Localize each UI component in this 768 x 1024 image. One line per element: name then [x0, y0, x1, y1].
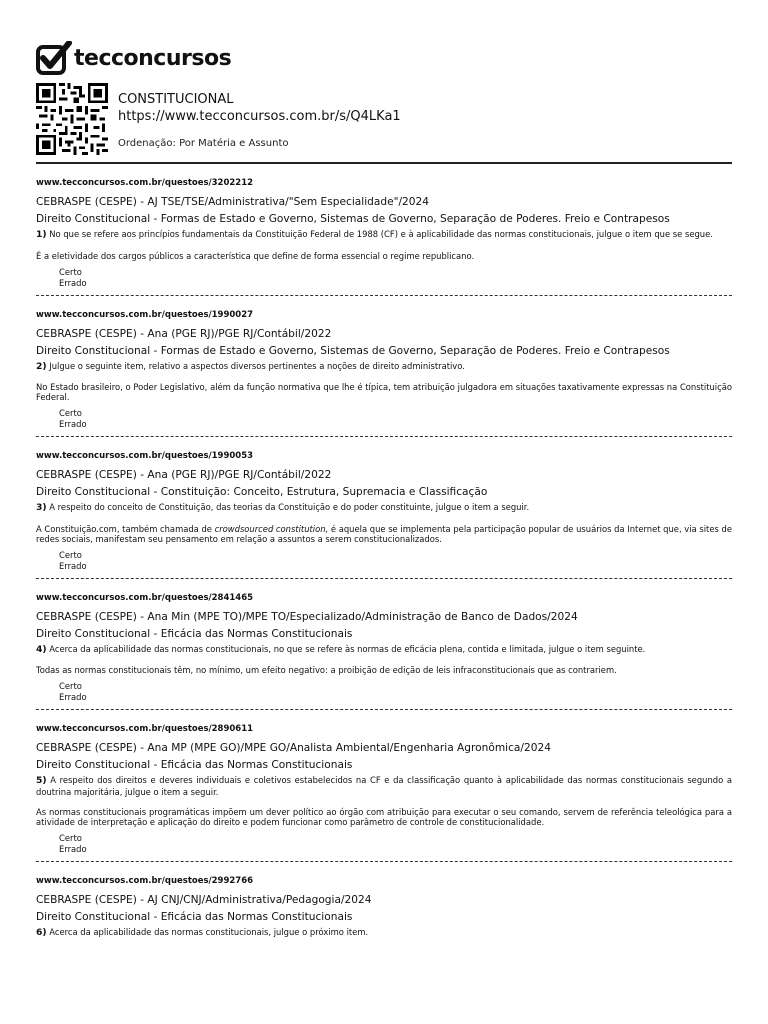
question-prompt	[36, 361, 732, 373]
question-separator	[36, 436, 732, 437]
question-link[interactable]: www.tecconcursos.com.br/questoes/2992766	[36, 876, 254, 886]
option-errado[interactable]: Errado	[59, 560, 87, 571]
statement-emphasis: crowdsourced constitution,	[214, 523, 329, 534]
question-prompt	[36, 229, 732, 241]
question-subject: Direito Constitucional - Eficácia das Normas Constitucionais	[36, 759, 353, 771]
ordering-label: Ordenação: Por Matéria e Assunto	[118, 138, 289, 149]
collection-url[interactable]: https://www.tecconcursos.com.br/s/Q4LKa1	[118, 109, 401, 124]
question-number: 3)	[36, 502, 47, 513]
statement-part: A Constituição.com, também chamada de	[36, 523, 215, 534]
option-certo[interactable]: Certo	[59, 833, 82, 843]
option-errado[interactable]: Errado	[59, 844, 87, 854]
question-4	[36, 593, 732, 711]
question-5	[36, 724, 732, 862]
answer-options	[59, 681, 732, 703]
question-statement: No Estado brasileiro, o Poder Legislativo, além da função normativa que lhe é típica, tem atribuição julgadora em situações taxativamente expressas na Constituição Federal.	[36, 382, 732, 402]
question-6	[36, 876, 732, 939]
question-prompt-text: A respeito do conceito de Constituição, das teorias da Constituição e do poder constituinte, julgue o item a seguir.	[49, 502, 530, 512]
checkmark-logo-icon	[36, 41, 72, 75]
question-subject: Direito Constitucional - Constituição: Conceito, Estrutura, Supremacia e Classificação	[36, 486, 488, 498]
question-link[interactable]: www.tecconcursos.com.br/questoes/1990053	[36, 451, 254, 461]
question-3	[36, 451, 732, 579]
question-subject: Direito Constitucional - Eficácia das Normas Constitucionais	[36, 627, 353, 640]
question-list	[36, 178, 732, 939]
question-link[interactable]: www.tecconcursos.com.br/questoes/2890611	[36, 724, 254, 734]
question-source: CEBRASPE (CESPE) - AJ CNJ/CNJ/Administrativa/Pedagogia/2024	[36, 894, 372, 906]
question-1	[36, 178, 732, 296]
option-errado[interactable]: Errado	[59, 419, 87, 429]
answer-options	[59, 833, 732, 855]
question-source: CEBRASPE (CESPE) - Ana MP (MPE GO)/MPE GO/Analista Ambiental/Engenharia Agronômica/2024	[36, 742, 551, 754]
question-source: CEBRASPE (CESPE) - Ana (PGE RJ)/PGE RJ/Contábil/2022	[36, 327, 332, 340]
question-separator	[36, 295, 732, 296]
question-statement: Todas as normas constitucionais têm, no mínimo, um efeito negativo: a proibição de edição de leis infraconstitucionais que as contrariem.	[36, 665, 617, 675]
question-separator	[36, 578, 732, 579]
brand-logo[interactable]	[36, 40, 231, 76]
answer-options	[59, 267, 732, 289]
question-link[interactable]: www.tecconcursos.com.br/questoes/2841465	[36, 592, 254, 603]
question-separator	[36, 861, 732, 862]
question-source: CEBRASPE (CESPE) - AJ TSE/TSE/Administrativa/"Sem Especialidade"/2024	[36, 196, 430, 208]
question-separator	[36, 709, 732, 710]
question-prompt-text: A respeito dos direitos e deveres individuais e coletivos estabelecidos na CF e da classificação quanto à aplicabilidade das normas constitucionais segundo a doutrina majoritária, julgue o item a seguir.	[36, 775, 732, 797]
question-number: 5)	[36, 775, 47, 786]
header-divider	[36, 162, 732, 164]
question-statement: É a eletividade dos cargos públicos a característica que define de forma essencial o regime republicano.	[36, 250, 475, 261]
brand-suffix: concursos	[110, 45, 232, 71]
question-statement: As normas constitucionais programáticas impõem um dever político ao órgão com atribuição para executar o seu comando, servem de referência teleológica para a atividade de interpretação e aplicação do direito e podem funcionar como parâmetro de controle de constitucionalidade.	[36, 807, 732, 827]
collection-title: CONSTITUCIONAL	[118, 92, 234, 107]
question-link[interactable]: www.tecconcursos.com.br/questoes/1990027	[36, 309, 254, 320]
option-certo[interactable]: Certo	[59, 408, 82, 418]
question-2	[36, 310, 732, 438]
question-number: 1)	[36, 229, 47, 240]
question-number: 2)	[36, 360, 47, 372]
question-prompt	[36, 927, 732, 939]
option-errado[interactable]: Errado	[59, 692, 87, 702]
option-certo[interactable]: Certo	[59, 549, 82, 560]
question-source: CEBRASPE (CESPE) - Ana Min (MPE TO)/MPE TO/Especializado/Administração de Banco de Dados/2024	[36, 610, 578, 623]
question-source: CEBRASPE (CESPE) - Ana (PGE RJ)/PGE RJ/Contábil/2022	[36, 469, 332, 481]
answer-options	[59, 550, 732, 572]
answer-options	[59, 408, 732, 430]
option-errado[interactable]: Errado	[59, 277, 87, 288]
brand-name	[74, 46, 231, 71]
question-number: 4)	[36, 643, 47, 655]
question-prompt-text: Acerca da aplicabilidade das normas constitucionais, julgue o próximo item.	[49, 927, 369, 937]
question-link[interactable]: www.tecconcursos.com.br/questoes/3202212	[36, 178, 254, 188]
question-prompt-text: Acerca da aplicabilidade das normas constitucionais, no que se refere às normas de eficácia plena, contida e limitada, julgue o item seguinte.	[49, 643, 646, 654]
qr-code[interactable]	[36, 83, 108, 155]
question-prompt	[36, 644, 732, 656]
question-prompt-text: Julgue o seguinte item, relativo a aspectos diversos pertinentes a noções de direito administrativo.	[49, 360, 465, 371]
question-subject: Direito Constitucional - Formas de Estado e Governo, Sistemas de Governo, Separação de Poderes. Freio e Contrapesos	[36, 213, 670, 225]
question-prompt-text: No que se refere aos princípios fundamentais da Constituição Federal de 1988 (CF) e à aplicabilidade das normas constitucionais, julgue o item que se segue.	[49, 229, 713, 239]
header-info	[118, 92, 401, 150]
question-subject: Direito Constitucional - Formas de Estado e Governo, Sistemas de Governo, Separação de Poderes. Freio e Contrapesos	[36, 344, 670, 357]
question-prompt	[36, 775, 732, 797]
option-certo[interactable]: Certo	[59, 681, 82, 691]
question-subject: Direito Constitucional - Eficácia das Normas Constitucionais	[36, 911, 353, 923]
option-certo[interactable]: Certo	[59, 266, 82, 277]
question-prompt	[36, 502, 732, 514]
brand-prefix: tec	[74, 45, 111, 71]
question-statement	[36, 524, 732, 544]
statement-part: é aquela que se implementa pela participação popular de usuários da Internet que, via sites de redes sociais, manifestam seu pensamento em relação a assuntos a serem constitucionalizados.	[36, 523, 732, 544]
question-number: 6)	[36, 927, 47, 938]
